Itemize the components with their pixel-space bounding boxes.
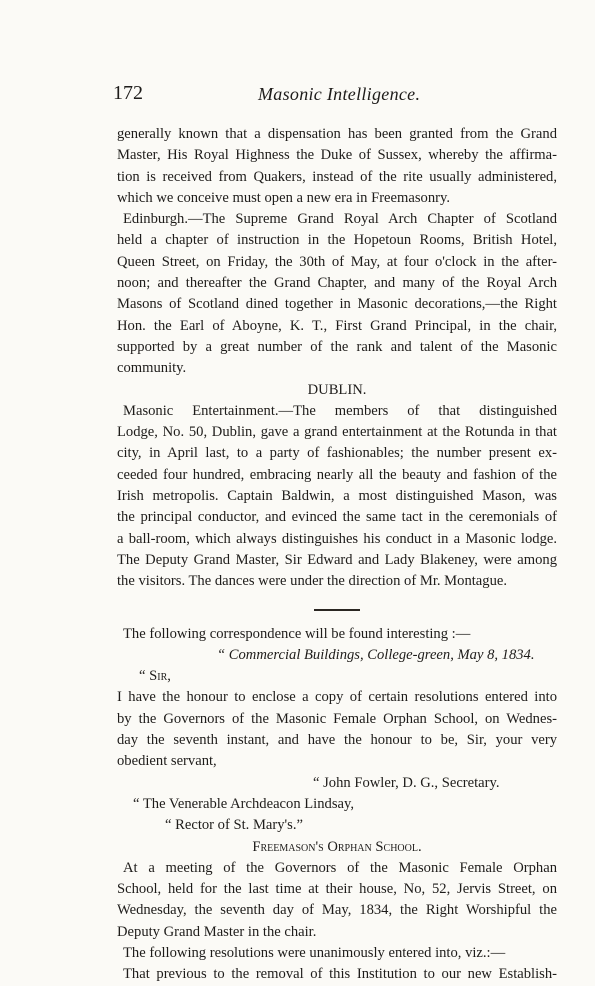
text-line: Master, His Royal Highness the Duke of Sussex, whereby the affirma- (117, 147, 557, 164)
text-line: the principal conductor, and evinced the same tact in the ceremonials of (117, 509, 557, 526)
text-line: Wednesday, the seventh day of May, 1834, the Right Worshipful the (117, 902, 557, 919)
text-line: Deputy Grand Master in the chair. (117, 923, 317, 940)
text-line: by the Governors of the Masonic Female Orphan School, on Wednes- (117, 710, 557, 727)
section-heading: Freemason's Orphan School. (252, 838, 422, 855)
letter-addressee: “ Rector of St. Mary's.” (165, 817, 303, 834)
text-line: The following resolutions were unanimously entered into, viz.:— (123, 944, 506, 961)
text-line: Edinburgh.—The Supreme Grand Royal Arch Chapter of Scotland (123, 211, 557, 228)
page-number: 172 (113, 82, 143, 104)
text-line: tion is received from Quakers, instead of the rite usually administered, (117, 168, 557, 185)
text-line: Hon. the Earl of Aboyne, K. T., First Grand Principal, in the chair, (117, 317, 557, 334)
letter-addressee: “ The Venerable Archdeacon Lindsay, (133, 795, 354, 812)
text-line: ceeded four hundred, embracing nearly all the beauty and fashion of the (117, 466, 557, 483)
page-body (117, 124, 557, 986)
text-line: Queen Street, on Friday, the 30th of May, at four o'clock in the after- (117, 253, 557, 270)
text-line: The following correspondence will be found interesting :— (123, 625, 471, 642)
text-line: city, in April last, to a party of fashionables; the number present ex- (117, 445, 557, 462)
running-title: Masonic Intelligence. (258, 84, 421, 104)
letter-signature: “ John Fowler, D. G., Secretary. (313, 774, 500, 791)
text-line: which we conceive must open a new era in Freemasonry. (117, 189, 450, 206)
text-line: School, held for the last time at their house, No, 52, Jervis Street, on (117, 881, 557, 898)
text-line: Masons of Scotland dined together in Masonic decorations,—the Right (117, 296, 557, 313)
text-line: Masonic Entertainment.—The members of that distinguished (123, 402, 557, 419)
text-line: day the seventh instant, and have the honour to be, Sir, your very (117, 732, 557, 749)
text-line: community. (117, 360, 187, 377)
text-line: That previous to the removal of this Institution to our new Establish- (123, 966, 557, 983)
text-line: Lodge, No. 50, Dublin, gave a grand entertainment at the Rotunda in that (117, 424, 557, 441)
text-line: At a meeting of the Governors of the Masonic Female Orphan (123, 859, 557, 876)
section-heading: DUBLIN. (307, 381, 367, 398)
running-header (113, 82, 485, 106)
text-line: noon; and thereafter the Grand Chapter, and many of the Royal Arch (117, 275, 557, 292)
text-line: Irish metropolis. Captain Baldwin, a most distinguished Mason, was (117, 488, 557, 505)
text-line: supported by a great number of the rank and talent of the Masonic (117, 338, 557, 355)
text-line: I have the honour to enclose a copy of certain resolutions entered into (117, 689, 557, 706)
letter-salutation: “ Sir, (139, 668, 171, 685)
text-line: The Deputy Grand Master, Sir Edward and Lady Blakeney, were among (117, 551, 557, 568)
text-line: generally known that a dispensation has been granted from the Grand (117, 126, 557, 142)
text-line: obedient servant, (117, 753, 217, 770)
text-line: held a chapter of instruction in the Hopetoun Rooms, British Hotel, (117, 232, 557, 249)
text-line: the visitors. The dances were under the direction of Mr. Montague. (117, 573, 508, 590)
text-line: a ball-room, which always distinguishes his conduct in a Masonic lodge. (117, 530, 557, 547)
letter-dateline: “ Commercial Buildings, College-green, May 8, 1834. (217, 646, 535, 663)
